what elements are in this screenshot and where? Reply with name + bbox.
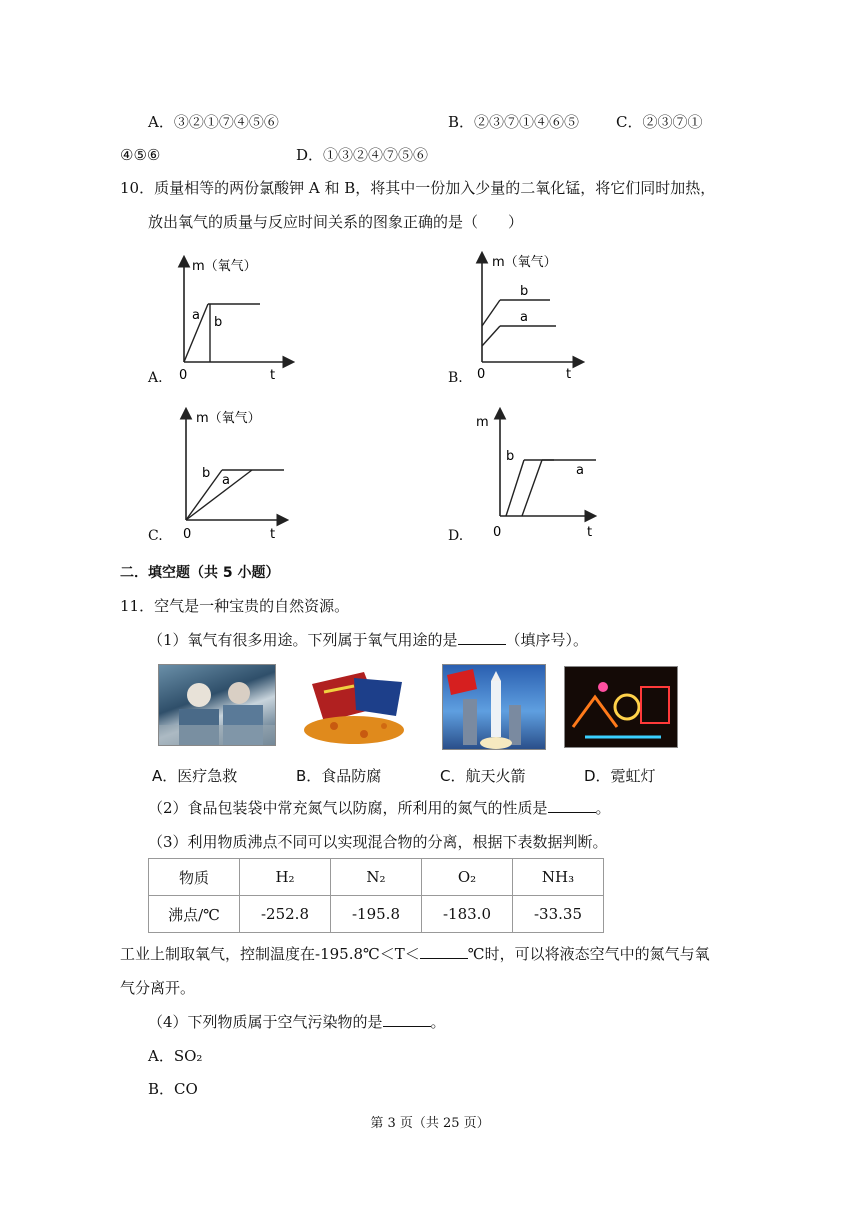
q11-part1-blank[interactable] <box>458 630 506 645</box>
page-footer: 第 3 页（共 25 页） <box>370 1116 490 1131</box>
q10-stem-line1: 10．质量相等的两份氯酸钾 A 和 B，将其中一份加入少量的二氧化锰，将它们同时加热， <box>120 179 716 197</box>
caption-a: A．医疗急救 <box>152 767 238 785</box>
graph-b-option: B. <box>448 370 463 386</box>
graph-b <box>470 248 590 378</box>
table-cell: -33.35 <box>513 896 604 933</box>
graph-d-label-a: a <box>576 463 584 478</box>
graph-d-line-a <box>522 460 542 516</box>
q11-part4: （4）下列物质属于空气污染物的是 。 <box>148 1013 446 1031</box>
caption-d: D．霓虹灯 <box>584 767 656 785</box>
graph-d-option: D. <box>448 528 464 544</box>
graph-c-line-a <box>186 470 252 520</box>
graph-b-label-a: a <box>520 310 528 325</box>
table-cell: -183.0 <box>422 896 513 933</box>
graph-b-origin: 0 <box>477 367 486 378</box>
graph-a-label-a: a <box>192 308 200 323</box>
graph-c-label-a: a <box>222 473 230 488</box>
section-title: 二．填空题（共 5 小题） <box>120 565 280 581</box>
table-cell: NH₃ <box>513 859 604 896</box>
table-cell: N₂ <box>331 859 422 896</box>
graph-d-ylabel: m <box>476 415 489 430</box>
graph-d-label-b: b <box>506 449 515 464</box>
graph-b-xlabel: t <box>566 367 572 378</box>
table-header-substance: 物质 <box>149 859 240 896</box>
table-cell: O₂ <box>422 859 513 896</box>
graph-c-label-b: b <box>202 466 211 481</box>
space-rocket-image <box>442 664 546 750</box>
graph-b-rise-a <box>482 326 500 346</box>
q11-part2: （2）食品包装袋中常充氮气以防腐，所利用的氮气的性质是 。 <box>148 799 611 817</box>
q11-part2-blank[interactable] <box>548 798 596 813</box>
table-cell: -252.8 <box>240 896 331 933</box>
graph-c-ylabel: m（氧气） <box>196 411 261 426</box>
q11-part4-option-b: B．CO <box>148 1080 198 1098</box>
q11-part3: （3）利用物质沸点不同可以实现混合物的分离，根据下表数据判断。 <box>148 833 608 851</box>
graph-b-rise-b <box>482 300 500 326</box>
q9-option-c: C．②③⑦① <box>616 113 703 131</box>
graph-a-xlabel: t <box>270 368 276 382</box>
q9-option-d: D．①③②④⑦⑤⑥ <box>296 146 429 164</box>
neon-light-image <box>564 666 678 748</box>
q9-option-c-cont: ④⑤⑥ <box>120 146 161 164</box>
graph-c-origin: 0 <box>183 527 192 542</box>
food-preservation-image <box>294 664 416 748</box>
q11-part4-option-a: A．SO₂ <box>148 1047 203 1065</box>
graph-c <box>174 404 294 542</box>
graph-d <box>472 404 600 542</box>
boiling-point-table <box>148 858 604 933</box>
q11-part1: （1）氧气有很多用途。下列属于氧气用途的是 （填序号）。 <box>148 631 589 649</box>
q11-stem: 11．空气是一种宝贵的自然资源。 <box>120 597 350 615</box>
graph-a-ylabel: m（氧气） <box>192 259 257 274</box>
q11-part3-blank[interactable] <box>420 944 468 959</box>
table-header-boiling-point: 沸点/℃ <box>149 896 240 933</box>
q10-stem-line2: 放出氧气的质量与反应时间关系的图象正确的是（ ） <box>148 213 524 231</box>
graph-c-xlabel: t <box>270 527 276 542</box>
graph-a-origin: 0 <box>179 368 188 382</box>
graph-d-origin: 0 <box>493 525 502 540</box>
table-row <box>149 859 604 896</box>
q11-part4-blank[interactable] <box>383 1012 431 1027</box>
table-cell: H₂ <box>240 859 331 896</box>
table-cell: -195.8 <box>331 896 422 933</box>
q9-option-a: A．③②①⑦④⑤⑥ <box>148 113 279 131</box>
graph-b-label-b: b <box>520 284 529 299</box>
caption-c: C．航天火箭 <box>440 767 526 785</box>
medical-rescue-image <box>158 664 276 746</box>
graph-d-xlabel: t <box>587 525 593 540</box>
graph-b-ylabel: m（氧气） <box>492 255 557 270</box>
graph-a-option: A. <box>148 370 163 386</box>
graph-c-option: C. <box>148 528 163 544</box>
table-row <box>149 896 604 933</box>
graph-a-label-b: b <box>214 315 223 330</box>
q11-part3-fill: 工业上制取氧气，控制温度在-195.8℃＜T＜ ℃时，可以将液态空气中的氮气与氧 <box>120 945 710 963</box>
q11-part3-fill-line2: 气分离开。 <box>120 979 196 997</box>
graph-a <box>172 252 302 382</box>
caption-b: B．食品防腐 <box>296 767 382 785</box>
q9-option-b: B．②③⑦①④⑥⑤ <box>448 113 580 131</box>
graph-d-line-b <box>506 460 524 516</box>
